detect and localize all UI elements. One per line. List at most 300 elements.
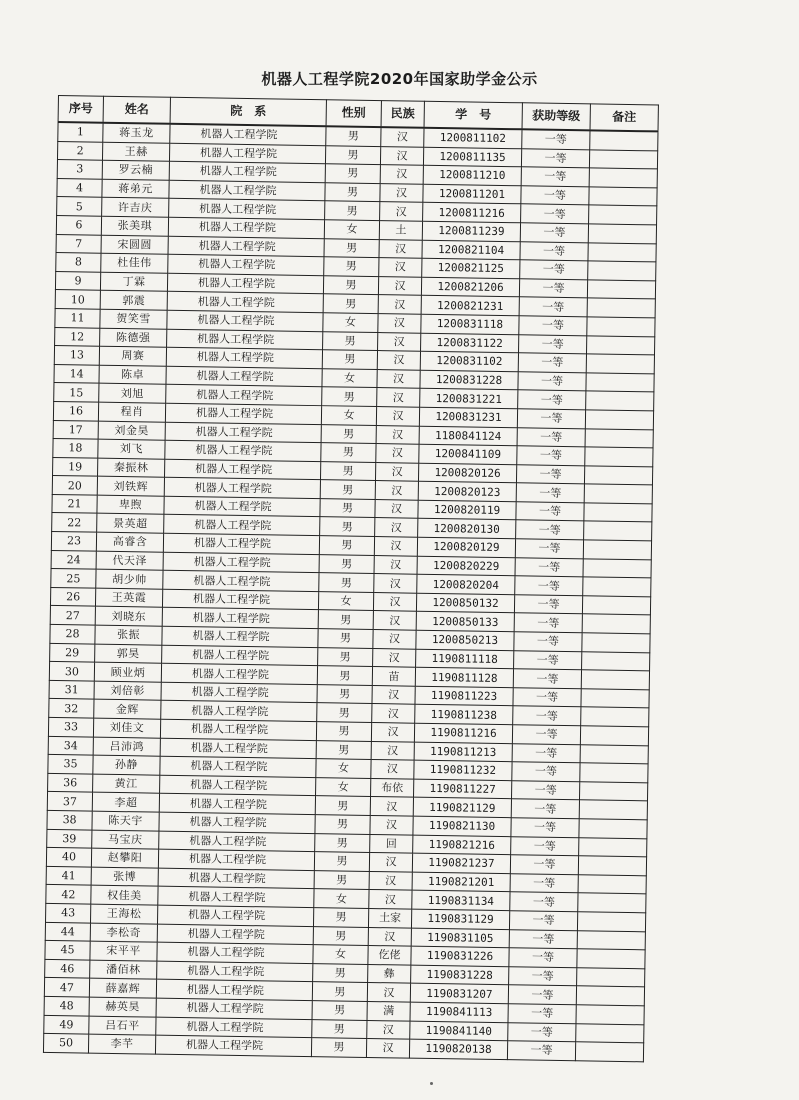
cell-ethnic: 汉 bbox=[373, 648, 416, 667]
cell-note bbox=[589, 149, 657, 169]
cell-gender: 男 bbox=[311, 1038, 366, 1057]
cell-note bbox=[583, 577, 651, 597]
cell-level: 一等 bbox=[519, 279, 587, 299]
cell-name: 黄江 bbox=[93, 774, 160, 794]
cell-seq: 17 bbox=[53, 420, 98, 439]
cell-note bbox=[581, 670, 649, 690]
cell-gender: 男 bbox=[320, 499, 375, 518]
cell-name: 秦振林 bbox=[98, 458, 165, 478]
cell-dept: 机器人工程学院 bbox=[159, 812, 315, 833]
cell-student-id: 1200821104 bbox=[422, 240, 520, 260]
cell-note bbox=[589, 205, 657, 225]
cell-level: 一等 bbox=[518, 390, 586, 410]
cell-level: 一等 bbox=[518, 371, 586, 391]
cell-student-id: 1200811216 bbox=[423, 203, 521, 223]
cell-dept: 机器人工程学院 bbox=[161, 682, 317, 703]
cell-gender: 男 bbox=[318, 610, 373, 629]
cell-gender: 男 bbox=[322, 387, 377, 406]
cell-gender: 男 bbox=[313, 908, 368, 927]
cell-name: 刘旭 bbox=[99, 383, 166, 403]
cell-ethnic: 汉 bbox=[379, 239, 422, 258]
cell-student-id: 1200831221 bbox=[420, 389, 518, 409]
cell-student-id: 1200831118 bbox=[421, 314, 519, 334]
cell-student-id: 1190811128 bbox=[415, 667, 513, 687]
cell-level: 一等 bbox=[516, 520, 584, 540]
cell-ethnic: 汉 bbox=[374, 555, 417, 574]
cell-gender: 男 bbox=[319, 554, 374, 573]
cell-level: 一等 bbox=[517, 409, 585, 429]
cell-seq: 5 bbox=[57, 197, 102, 216]
cell-level: 一等 bbox=[515, 557, 583, 577]
cell-student-id: 1200820126 bbox=[418, 463, 516, 483]
cell-level: 一等 bbox=[508, 985, 576, 1005]
cell-name: 顾业炳 bbox=[94, 662, 161, 682]
cell-student-id: 1190821237 bbox=[412, 853, 510, 873]
cell-dept: 机器人工程学院 bbox=[165, 459, 321, 480]
cell-gender: 女 bbox=[323, 313, 378, 332]
cell-ethnic: 汉 bbox=[377, 351, 420, 370]
cell-seq: 25 bbox=[51, 569, 96, 588]
cell-ethnic: 汉 bbox=[381, 127, 424, 147]
cell-note bbox=[576, 986, 644, 1006]
cell-level: 一等 bbox=[509, 948, 577, 968]
cell-dept: 机器人工程学院 bbox=[169, 199, 325, 220]
cell-name: 胡少帅 bbox=[96, 569, 163, 589]
cell-student-id: 1190821201 bbox=[412, 872, 510, 892]
cell-name: 蒋弟元 bbox=[102, 179, 169, 199]
cell-dept: 机器人工程学院 bbox=[164, 496, 320, 517]
cell-gender: 女 bbox=[316, 777, 371, 796]
cell-note bbox=[578, 875, 646, 895]
cell-name: 赫英昊 bbox=[89, 997, 156, 1017]
cell-student-id: 1200811135 bbox=[423, 147, 521, 167]
cell-seq: 1 bbox=[58, 122, 103, 142]
cell-gender: 男 bbox=[323, 275, 378, 294]
cell-gender: 男 bbox=[325, 145, 380, 164]
cell-dept: 机器人工程学院 bbox=[165, 403, 321, 424]
cell-seq: 19 bbox=[53, 457, 98, 476]
cell-note bbox=[590, 130, 658, 150]
cell-ethnic: 汉 bbox=[380, 202, 423, 221]
cell-note bbox=[581, 689, 649, 709]
cell-level: 一等 bbox=[510, 855, 578, 875]
cell-name: 丁霖 bbox=[100, 272, 167, 292]
cell-dept: 机器人工程学院 bbox=[162, 608, 318, 629]
cell-note bbox=[581, 707, 649, 727]
cell-level: 一等 bbox=[521, 167, 589, 187]
cell-gender: 男 bbox=[312, 1001, 367, 1020]
cell-dept: 机器人工程学院 bbox=[163, 552, 319, 573]
cell-seq: 36 bbox=[48, 773, 93, 792]
cell-ethnic: 汉 bbox=[371, 741, 414, 760]
cell-student-id: 1190841113 bbox=[410, 1002, 508, 1022]
cell-ethnic: 汉 bbox=[371, 723, 414, 742]
cell-note bbox=[578, 856, 646, 876]
cell-name: 周赛 bbox=[99, 346, 166, 366]
cell-ethnic: 布依 bbox=[371, 778, 414, 797]
cell-level: 一等 bbox=[521, 186, 589, 206]
cell-ethnic: 汉 bbox=[371, 760, 414, 779]
cell-level: 一等 bbox=[521, 204, 589, 224]
cell-ethnic: 汉 bbox=[367, 983, 410, 1002]
cell-gender: 男 bbox=[314, 870, 369, 889]
cell-seq: 4 bbox=[57, 178, 102, 197]
cell-student-id: 1190821129 bbox=[413, 798, 511, 818]
cell-dept: 机器人工程学院 bbox=[158, 887, 314, 908]
cell-dept: 机器人工程学院 bbox=[159, 794, 315, 815]
cell-gender: 男 bbox=[320, 517, 375, 536]
cell-dept: 机器人工程学院 bbox=[164, 515, 320, 536]
cell-name: 罗云楠 bbox=[102, 160, 169, 180]
cell-dept: 机器人工程学院 bbox=[157, 942, 313, 963]
cell-student-id: 1190831105 bbox=[411, 928, 509, 948]
cell-level: 一等 bbox=[509, 929, 577, 949]
cell-seq: 31 bbox=[49, 680, 94, 699]
cell-note bbox=[586, 354, 654, 374]
cell-gender: 男 bbox=[323, 331, 378, 350]
cell-ethnic: 满 bbox=[367, 1001, 410, 1020]
cell-ethnic: 苗 bbox=[372, 667, 415, 686]
cell-note bbox=[588, 224, 656, 244]
cell-name: 李超 bbox=[92, 793, 159, 813]
cell-note bbox=[578, 893, 646, 913]
cell-name: 刘倍彰 bbox=[94, 681, 161, 701]
cell-level: 一等 bbox=[522, 129, 590, 149]
cell-note bbox=[584, 521, 652, 541]
cell-note bbox=[589, 168, 657, 188]
cell-level: 一等 bbox=[513, 669, 581, 689]
cell-gender: 男 bbox=[313, 926, 368, 945]
cell-ethnic: 汉 bbox=[376, 406, 419, 425]
cell-student-id: 1200811210 bbox=[423, 165, 521, 185]
cell-level: 一等 bbox=[514, 613, 582, 633]
cell-student-id: 1190831129 bbox=[411, 909, 509, 929]
header-dept: 院 系 bbox=[170, 97, 326, 126]
cell-student-id: 1180841124 bbox=[419, 426, 517, 446]
cell-name: 张美琪 bbox=[101, 216, 168, 236]
cell-seq: 13 bbox=[54, 346, 99, 365]
cell-student-id: 1190811232 bbox=[414, 760, 512, 780]
cell-note bbox=[576, 1005, 644, 1025]
cell-seq: 7 bbox=[56, 234, 101, 253]
cell-gender: 女 bbox=[321, 406, 376, 425]
cell-dept: 机器人工程学院 bbox=[158, 849, 314, 870]
cell-note bbox=[582, 596, 650, 616]
cell-dept: 机器人工程学院 bbox=[166, 347, 322, 368]
cell-seq: 22 bbox=[52, 513, 97, 532]
cell-ethnic: 汉 bbox=[375, 499, 418, 518]
cell-ethnic: 汉 bbox=[372, 685, 415, 704]
cell-level: 一等 bbox=[515, 576, 583, 596]
cell-student-id: 1190811227 bbox=[414, 779, 512, 799]
header-name: 姓名 bbox=[103, 96, 170, 124]
table-body bbox=[43, 122, 658, 1061]
cell-note bbox=[586, 391, 654, 411]
cell-ethnic: 汉 bbox=[376, 444, 419, 463]
cell-dept: 机器人工程学院 bbox=[156, 979, 312, 1000]
cell-ethnic: 汉 bbox=[378, 295, 421, 314]
cell-seq: 37 bbox=[47, 792, 92, 811]
cell-name: 高睿含 bbox=[96, 532, 163, 552]
cell-note bbox=[582, 651, 650, 671]
cell-level: 一等 bbox=[521, 148, 589, 168]
cell-dept: 机器人工程学院 bbox=[160, 719, 316, 740]
cell-gender: 女 bbox=[316, 759, 371, 778]
cell-note bbox=[579, 800, 647, 820]
cell-name: 孙静 bbox=[93, 755, 160, 775]
cell-student-id: 1190831207 bbox=[410, 983, 508, 1003]
cell-student-id: 1190811213 bbox=[414, 742, 512, 762]
cell-student-id: 1200821206 bbox=[421, 277, 519, 297]
cell-dept: 机器人工程学院 bbox=[162, 645, 318, 666]
cell-note bbox=[584, 466, 652, 486]
cell-gender: 男 bbox=[312, 982, 367, 1001]
cell-note bbox=[588, 242, 656, 262]
cell-student-id: 1200820130 bbox=[418, 519, 516, 539]
cell-level: 一等 bbox=[509, 966, 577, 986]
cell-dept: 机器人工程学院 bbox=[167, 329, 323, 350]
cell-student-id: 1200811102 bbox=[424, 128, 522, 149]
cell-ethnic: 汉 bbox=[379, 258, 422, 277]
cell-seq: 34 bbox=[48, 736, 93, 755]
cell-level: 一等 bbox=[519, 297, 587, 317]
cell-seq: 10 bbox=[55, 290, 100, 309]
cell-name: 代天泽 bbox=[96, 551, 163, 571]
cell-note bbox=[586, 335, 654, 355]
cell-ethnic: 汉 bbox=[370, 797, 413, 816]
cell-ethnic: 汉 bbox=[375, 518, 418, 537]
cell-gender: 男 bbox=[317, 684, 372, 703]
cell-name: 郭昊 bbox=[95, 644, 162, 664]
cell-gender: 男 bbox=[316, 740, 371, 759]
cell-dept: 机器人工程学院 bbox=[169, 143, 325, 164]
cell-gender: 男 bbox=[321, 443, 376, 462]
cell-note bbox=[579, 837, 647, 857]
cell-name: 许吉庆 bbox=[102, 198, 169, 218]
cell-ethnic: 汉 bbox=[369, 853, 412, 872]
cell-seq: 50 bbox=[43, 1033, 88, 1052]
cell-note bbox=[586, 373, 654, 393]
cell-note bbox=[582, 633, 650, 653]
cell-note bbox=[577, 967, 645, 987]
cell-seq: 3 bbox=[57, 160, 102, 179]
cell-note bbox=[587, 280, 655, 300]
cell-gender: 男 bbox=[323, 294, 378, 313]
cell-dept: 机器人工程学院 bbox=[162, 589, 318, 610]
grant-table bbox=[43, 95, 659, 1062]
cell-name: 王赫 bbox=[102, 142, 169, 162]
cell-dept: 机器人工程学院 bbox=[156, 1017, 312, 1038]
cell-gender: 男 bbox=[322, 350, 377, 369]
cell-student-id: 1200820229 bbox=[417, 556, 515, 576]
cell-student-id: 1200820123 bbox=[418, 481, 516, 501]
cell-gender: 男 bbox=[320, 461, 375, 480]
cell-student-id: 1200811201 bbox=[423, 184, 521, 204]
cell-name: 郭震 bbox=[100, 291, 167, 311]
cell-level: 一等 bbox=[508, 1022, 576, 1042]
cell-gender: 男 bbox=[317, 703, 372, 722]
cell-seq: 45 bbox=[45, 941, 90, 960]
cell-ethnic: 汉 bbox=[370, 815, 413, 834]
cell-seq: 39 bbox=[47, 829, 92, 848]
cell-name: 刘铁辉 bbox=[97, 476, 164, 496]
cell-ethnic: 汉 bbox=[378, 276, 421, 295]
cell-name: 蒋玉龙 bbox=[103, 123, 170, 143]
cell-level: 一等 bbox=[508, 1004, 576, 1024]
cell-seq: 40 bbox=[46, 848, 91, 867]
cell-note bbox=[584, 503, 652, 523]
cell-dept: 机器人工程学院 bbox=[163, 570, 319, 591]
cell-level: 一等 bbox=[511, 799, 579, 819]
cell-student-id: 1200811239 bbox=[422, 221, 520, 241]
cell-ethnic: 汉 bbox=[369, 871, 412, 890]
cell-gender: 男 bbox=[315, 833, 370, 852]
cell-ethnic: 汉 bbox=[377, 369, 420, 388]
cell-note bbox=[587, 298, 655, 318]
cell-student-id: 1190831134 bbox=[412, 891, 510, 911]
cell-dept: 机器人工程学院 bbox=[155, 1035, 311, 1056]
cell-student-id: 1190821216 bbox=[413, 835, 511, 855]
cell-note bbox=[580, 744, 648, 764]
cell-student-id: 1190811118 bbox=[416, 649, 514, 669]
cell-level: 一等 bbox=[518, 353, 586, 373]
cell-note bbox=[575, 1042, 643, 1062]
cell-level: 一等 bbox=[512, 762, 580, 782]
cell-name: 张博 bbox=[91, 867, 158, 887]
cell-level: 一等 bbox=[510, 892, 578, 912]
cell-gender: 男 bbox=[315, 815, 370, 834]
cell-gender: 男 bbox=[318, 629, 373, 648]
header-note: 备注 bbox=[590, 104, 658, 132]
cell-name: 潘佰林 bbox=[90, 960, 157, 980]
cell-note bbox=[577, 912, 645, 932]
cell-ethnic: 汉 bbox=[368, 927, 411, 946]
cell-student-id: 1200850132 bbox=[416, 593, 514, 613]
cell-student-id: 1190821130 bbox=[413, 816, 511, 836]
cell-name: 卑煦 bbox=[97, 495, 164, 515]
cell-seq: 23 bbox=[51, 532, 96, 551]
cell-dept: 机器人工程学院 bbox=[165, 440, 321, 461]
cell-dept: 机器人工程学院 bbox=[170, 124, 326, 146]
cell-dept: 机器人工程学院 bbox=[160, 756, 316, 777]
cell-name: 金辉 bbox=[94, 700, 161, 720]
cell-seq: 42 bbox=[46, 885, 91, 904]
cell-dept: 机器人工程学院 bbox=[157, 961, 313, 982]
cell-seq: 24 bbox=[51, 550, 96, 569]
cell-ethnic: 汉 bbox=[375, 462, 418, 481]
cell-ethnic: 土 bbox=[379, 221, 422, 240]
cell-seq: 41 bbox=[46, 866, 91, 885]
cell-dept: 机器人工程学院 bbox=[164, 478, 320, 499]
cell-student-id: 1200850133 bbox=[416, 612, 514, 632]
cell-name: 刘佳文 bbox=[93, 718, 160, 738]
cell-student-id: 1190841140 bbox=[410, 1021, 508, 1041]
cell-name: 王海松 bbox=[91, 904, 158, 924]
cell-seq: 43 bbox=[46, 903, 91, 922]
cell-note bbox=[587, 317, 655, 337]
cell-seq: 21 bbox=[52, 494, 97, 513]
cell-level: 一等 bbox=[517, 446, 585, 466]
cell-student-id: 1190831226 bbox=[411, 946, 509, 966]
cell-gender: 男 bbox=[312, 1019, 367, 1038]
cell-seq: 48 bbox=[44, 996, 89, 1015]
cell-gender: 男 bbox=[325, 164, 380, 183]
cell-ethnic: 汉 bbox=[369, 890, 412, 909]
cell-note bbox=[576, 1023, 644, 1043]
cell-dept: 机器人工程学院 bbox=[158, 868, 314, 889]
cell-note bbox=[585, 447, 653, 467]
cell-dept: 机器人工程学院 bbox=[160, 738, 316, 759]
cell-seq: 12 bbox=[55, 327, 100, 346]
cell-gender: 男 bbox=[319, 573, 374, 592]
cell-ethnic: 汉 bbox=[375, 481, 418, 500]
header-gender: 性别 bbox=[326, 100, 381, 127]
cell-dept: 机器人工程学院 bbox=[167, 310, 323, 331]
header-sid: 学 号 bbox=[424, 101, 522, 129]
cell-name: 刘飞 bbox=[98, 439, 165, 459]
cell-seq: 9 bbox=[55, 271, 100, 290]
cell-dept: 机器人工程学院 bbox=[157, 924, 313, 945]
cell-seq: 11 bbox=[55, 308, 100, 327]
cell-level: 一等 bbox=[511, 780, 579, 800]
cell-gender: 男 bbox=[313, 963, 368, 982]
cell-seq: 6 bbox=[56, 215, 101, 234]
cell-name: 陈卓 bbox=[99, 365, 166, 385]
cell-level: 一等 bbox=[520, 223, 588, 243]
grant-table-container bbox=[43, 95, 658, 1062]
cell-student-id: 1200831122 bbox=[421, 333, 519, 353]
cell-gender: 男 bbox=[325, 182, 380, 201]
cell-dept: 机器人工程学院 bbox=[161, 663, 317, 684]
cell-dept: 机器人工程学院 bbox=[165, 422, 321, 443]
cell-note bbox=[580, 763, 648, 783]
cell-seq: 35 bbox=[48, 755, 93, 774]
cell-level: 一等 bbox=[513, 688, 581, 708]
cell-student-id: 1190811216 bbox=[414, 723, 512, 743]
cell-level: 一等 bbox=[517, 427, 585, 447]
cell-student-id: 1190811238 bbox=[415, 705, 513, 725]
cell-note bbox=[589, 187, 657, 207]
cell-gender: 男 bbox=[319, 536, 374, 555]
cell-ethnic: 汉 bbox=[380, 165, 423, 184]
cell-student-id: 1200831228 bbox=[420, 370, 518, 390]
cell-name: 杜佳伟 bbox=[101, 253, 168, 273]
cell-seq: 18 bbox=[53, 439, 98, 458]
cell-seq: 38 bbox=[47, 810, 92, 829]
cell-level: 一等 bbox=[509, 911, 577, 931]
cell-student-id: 1200850213 bbox=[416, 630, 514, 650]
cell-name: 薛嘉辉 bbox=[89, 978, 156, 998]
cell-name: 吕沛鸿 bbox=[93, 737, 160, 757]
cell-dept: 机器人工程学院 bbox=[159, 831, 315, 852]
cell-dept: 机器人工程学院 bbox=[169, 161, 325, 182]
cell-name: 赵攀阳 bbox=[91, 848, 158, 868]
cell-ethnic: 汉 bbox=[373, 592, 416, 611]
cell-gender: 女 bbox=[313, 945, 368, 964]
cell-student-id: 1200831102 bbox=[420, 351, 518, 371]
cell-ethnic: 仡佬 bbox=[368, 946, 411, 965]
cell-note bbox=[580, 726, 648, 746]
cell-gender: 男 bbox=[318, 647, 373, 666]
cell-dept: 机器人工程学院 bbox=[167, 273, 323, 294]
cell-gender: 男 bbox=[317, 666, 372, 685]
cell-level: 一等 bbox=[520, 260, 588, 280]
cell-gender: 女 bbox=[318, 592, 373, 611]
cell-level: 一等 bbox=[516, 464, 584, 484]
cell-dept: 机器人工程学院 bbox=[163, 533, 319, 554]
cell-level: 一等 bbox=[514, 632, 582, 652]
cell-gender: 男 bbox=[320, 480, 375, 499]
